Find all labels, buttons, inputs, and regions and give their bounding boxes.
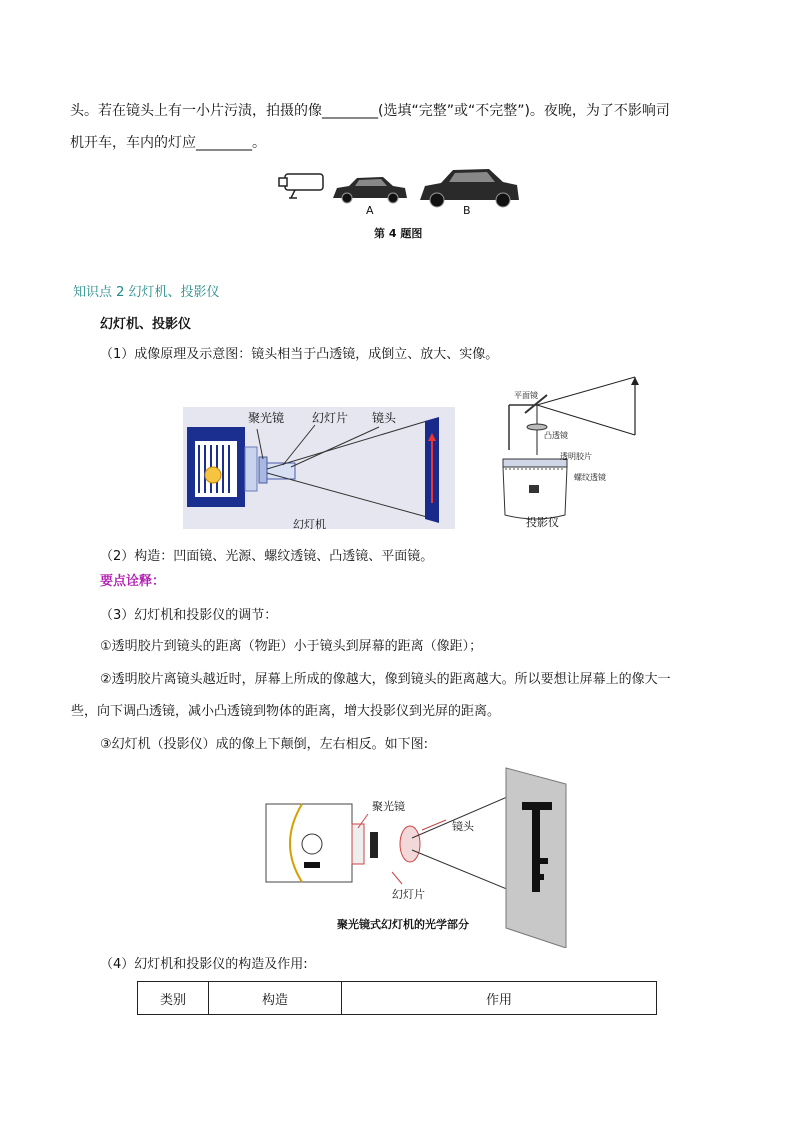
key-points-label: 要点诠释： (100, 574, 166, 589)
car-a-label: A (366, 204, 374, 217)
optics-label-slide: 幻灯片 (392, 888, 425, 901)
table-header-structure: 构造 (209, 982, 342, 1015)
proj-label-mirror: 平面镜 (514, 391, 538, 400)
slide-label-lens: 镜头 (372, 411, 397, 425)
camera-icon (279, 174, 323, 198)
proj-label-film: 透明胶片 (560, 452, 592, 461)
optics-caption: 聚光镜式幻灯机的光学部分 (337, 918, 469, 931)
paragraph-line-2: 机开车，车内的灯应________。 (70, 135, 266, 151)
table-header-category: 类别 (138, 982, 209, 1015)
note-2a: ②透明胶片离镜头越近时，屏幕上所成的像越大，像到镜头的距离越大。所以要想让屏幕上的像大一 (100, 672, 671, 687)
optics-label-condenser: 聚光镜 (372, 800, 405, 813)
proj-caption: 投影仪 (526, 516, 559, 529)
table-header-function: 作用 (342, 982, 657, 1015)
proj-label-fresnel: 螺纹透镜 (574, 473, 606, 482)
proj-label-convex: 凸透镜 (544, 431, 568, 440)
optics-label-lens: 镜头 (452, 820, 474, 833)
car-b-label: B (463, 204, 471, 217)
construction-table (137, 981, 657, 1015)
sub-title: 幻灯机、投影仪 (100, 317, 192, 332)
slide-caption: 幻灯机 (293, 518, 326, 531)
slide-label-condenser: 聚光镜 (248, 411, 285, 425)
item-3: （3）幻灯机和投影仪的调节： (100, 608, 278, 623)
slide-label-slide: 幻灯片 (312, 411, 349, 425)
item-1: （1）成像原理及示意图：镜头相当于凸透镜，成倒立、放大、实像。 (100, 347, 499, 362)
figure-camera-cars (275, 160, 525, 220)
item-4: （4）幻灯机和投影仪的构造及作用: (100, 957, 308, 972)
figure-4-caption: 第 4 题图 (374, 227, 423, 240)
note-1: ①透明胶片到镜头的距离（物距）小于镜头到屏幕的距离（像距）； (100, 639, 483, 654)
section-title: 知识点 2 幻灯机、投影仪 (73, 285, 220, 300)
note-3: ③幻灯机（投影仪）成的像上下颠倒，左右相反。如下图: (100, 737, 429, 752)
table-header-row (138, 982, 657, 1015)
paragraph-line-1: 头。若在镜头上有一小片污渍，拍摄的像________(选填“完整”或“不完整”)。夜晚，为了不影响司 (70, 103, 670, 119)
item-2: （2）构造：凹面镜、光源、螺纹透镜、凸透镜、平面镜。 (100, 549, 434, 564)
note-2b: 些，向下调凸透镜，减小凸透镜到物体的距离，增大投影仪到光屏的距离。 (71, 704, 501, 719)
car-a (333, 177, 407, 203)
car-b (420, 169, 519, 207)
